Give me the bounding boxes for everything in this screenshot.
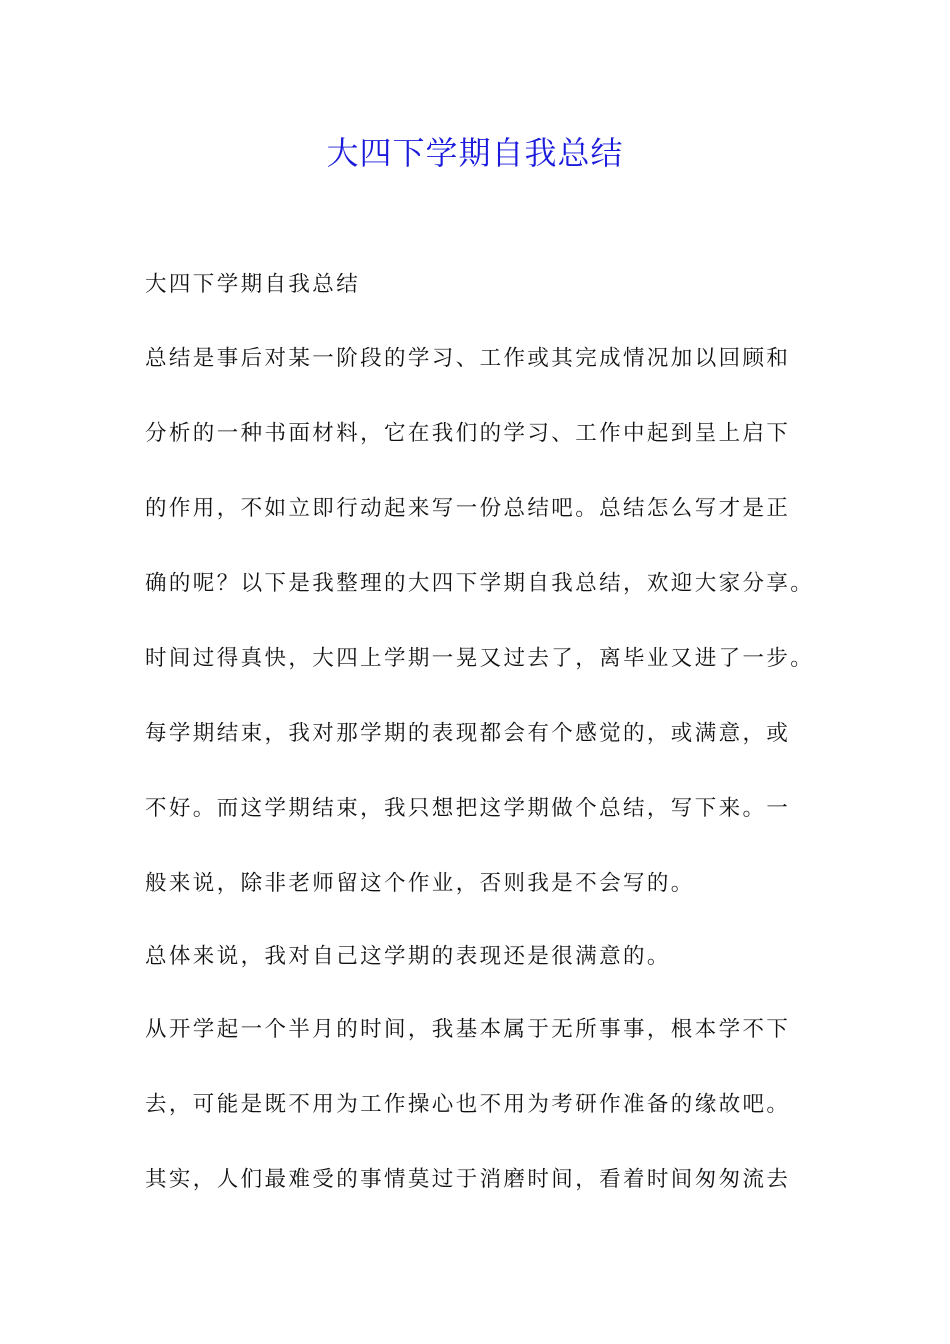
body-line: 大四下学期自我总结 bbox=[145, 272, 361, 297]
body-line: 般来说，除非老师留这个作业，否则我是不会写的。 bbox=[145, 871, 695, 896]
body-line: 的作用，不如立即行动起来写一份总结吧。总结怎么写才是正 bbox=[145, 496, 791, 521]
body-line: 时间过得真快，大四上学期一晃又过去了，离毕业又进了一步。 bbox=[145, 646, 815, 671]
document-title: 大四下学期自我总结 bbox=[326, 134, 624, 172]
body-line: 每学期结束，我对那学期的表现都会有个感觉的，或满意，或 bbox=[145, 721, 791, 746]
body-line: 分析的一种书面材料，它在我们的学习、工作中起到呈上启下 bbox=[145, 421, 791, 446]
body-line: 不好。而这学期结束，我只想把这学期做个总结，写下来。一 bbox=[145, 796, 791, 821]
body-line: 去，可能是既不用为工作操心也不用为考研作准备的缘故吧。 bbox=[145, 1092, 791, 1117]
body-line: 其实，人们最难受的事情莫过于消磨时间，看着时间匆匆流去 bbox=[145, 1167, 791, 1192]
body-line: 从开学起一个半月的时间，我基本属于无所事事，根本学不下 bbox=[145, 1017, 791, 1042]
body-line: 总结是事后对某一阶段的学习、工作或其完成情况加以回顾和 bbox=[145, 346, 791, 371]
body-line: 确的呢？以下是我整理的大四下学期自我总结，欢迎大家分享。 bbox=[145, 571, 815, 596]
body-line: 总体来说，我对自己这学期的表现还是很满意的。 bbox=[145, 944, 671, 969]
